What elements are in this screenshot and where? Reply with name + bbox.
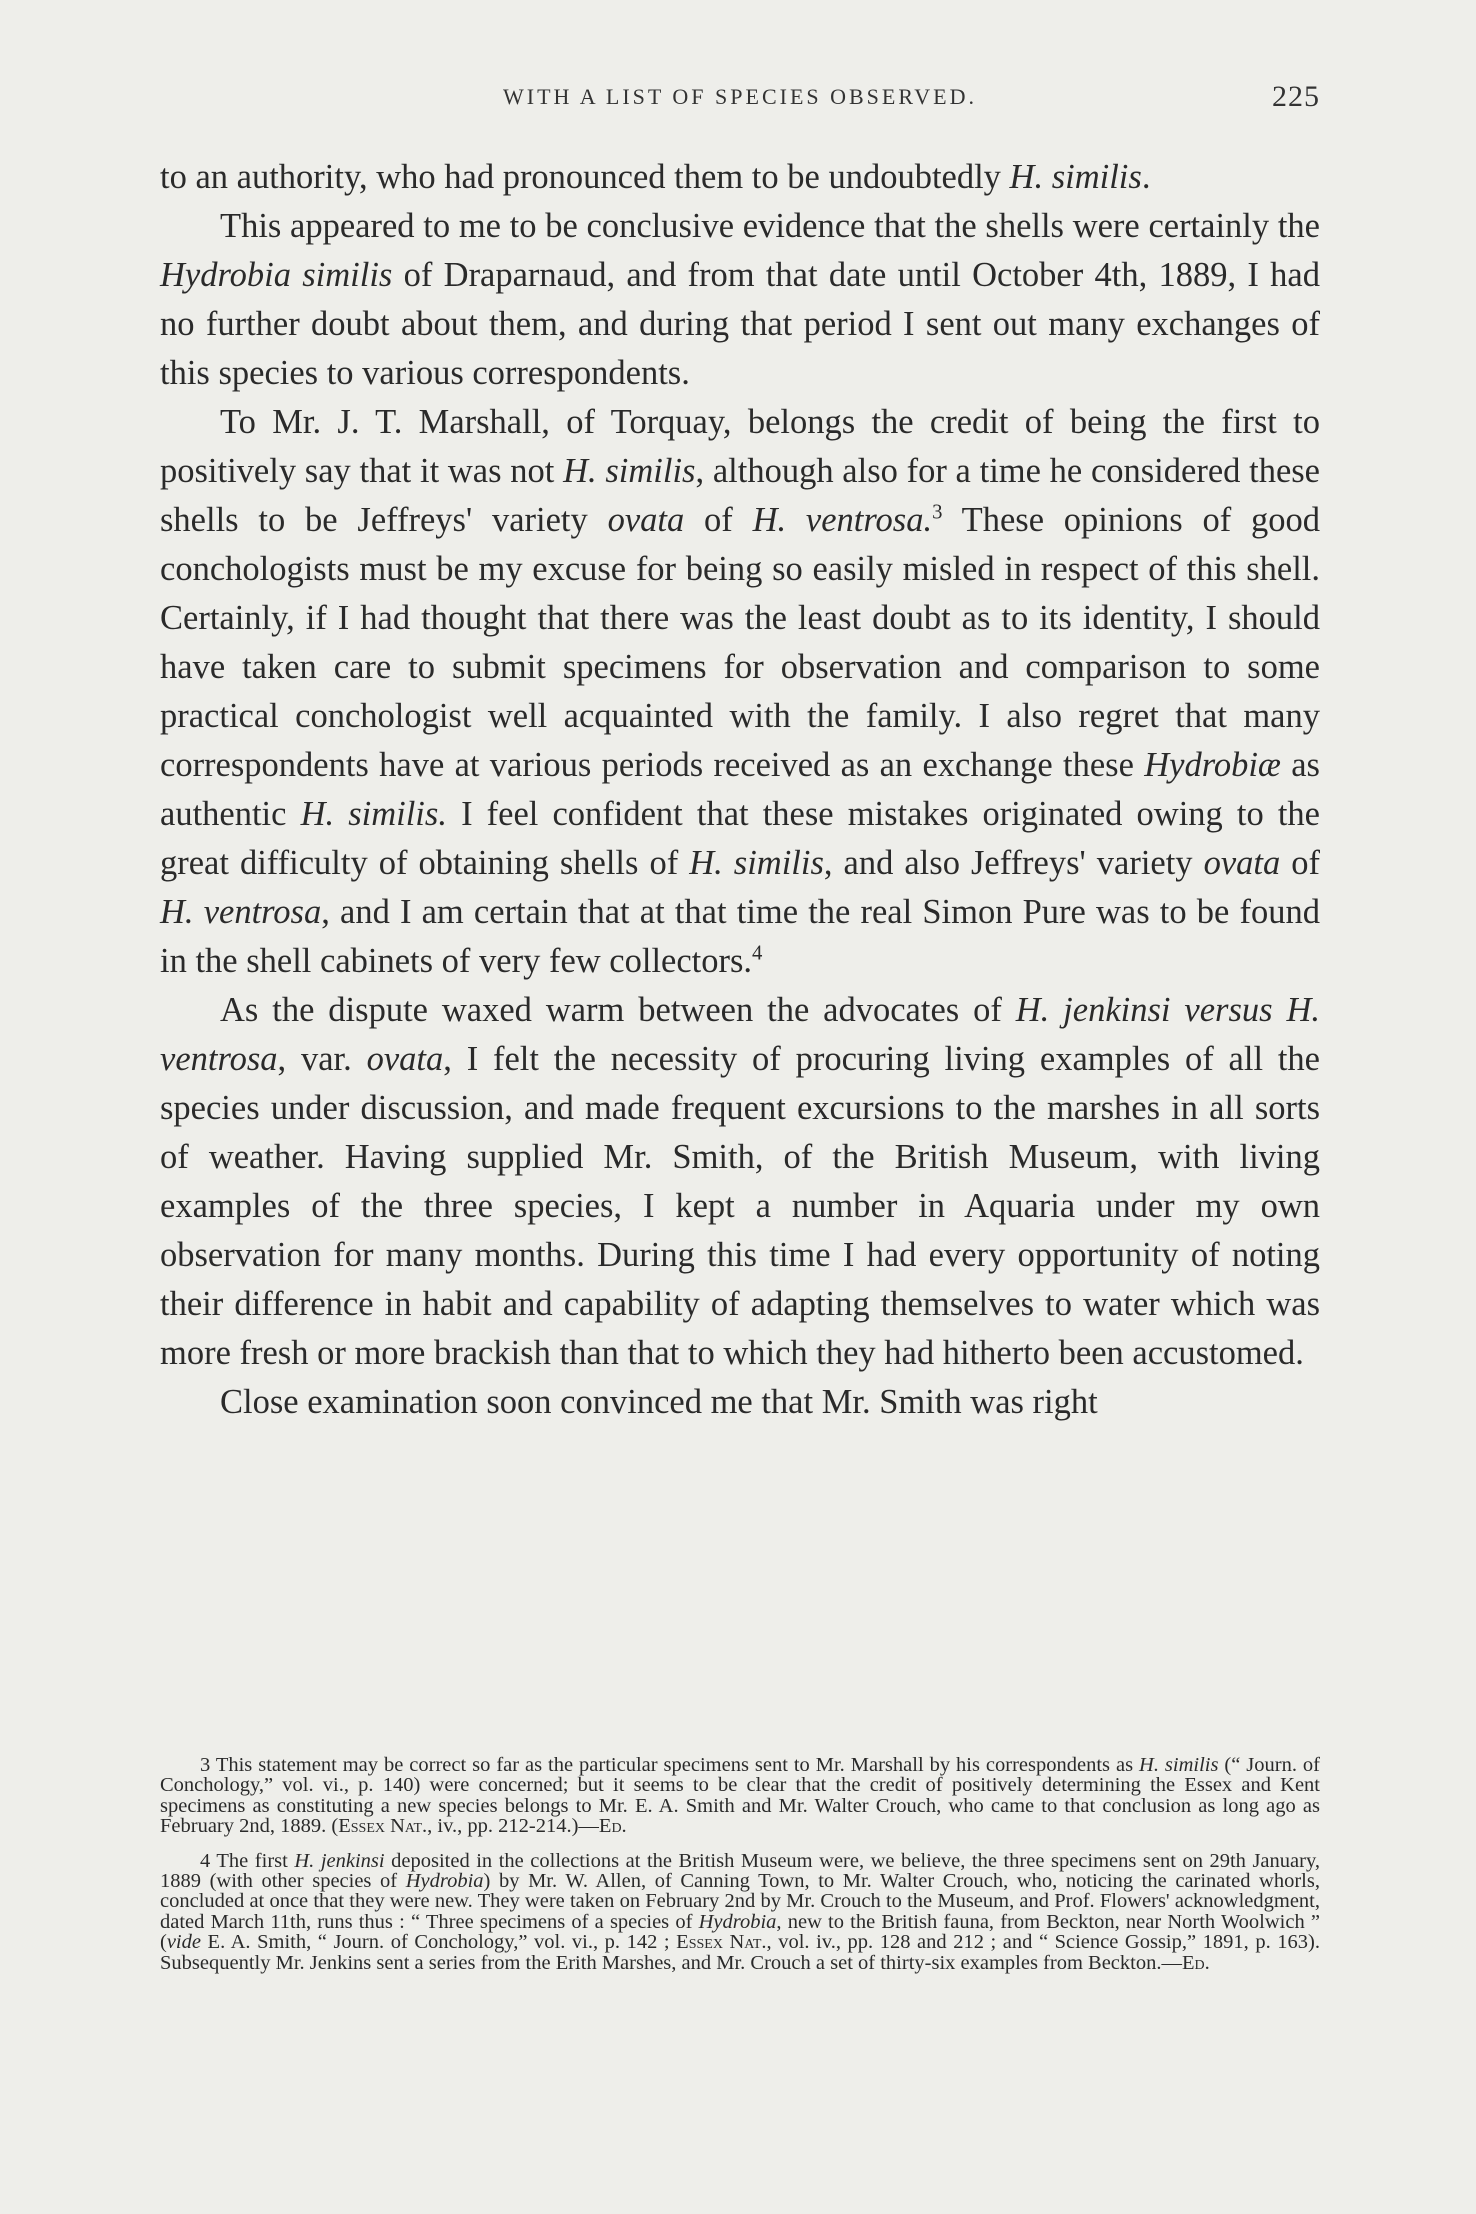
genus-name: Hydrobiæ bbox=[1144, 746, 1281, 784]
paragraph-2 bbox=[160, 202, 1320, 398]
page-header bbox=[160, 80, 1320, 124]
paragraph-3 bbox=[160, 398, 1320, 986]
text-run: , iv., pp. 212-214.)— bbox=[427, 1815, 599, 1838]
text-run: of bbox=[684, 501, 753, 539]
paragraph-1 bbox=[160, 153, 1320, 202]
paragraph-4 bbox=[160, 986, 1320, 1378]
text-run: As the dispute waxed warm between the advocates of bbox=[220, 991, 1016, 1029]
genus-name: Hydrobia bbox=[698, 1910, 777, 1933]
variety-name: ovata bbox=[1203, 844, 1281, 882]
text-run: , and I am certain that at that time the real Simon Pure was to be found in the shell cabinets of very few collectors. bbox=[160, 893, 1320, 980]
variety-name: ovata bbox=[607, 501, 685, 539]
variety-name: ovata bbox=[366, 1040, 444, 1078]
page-number: 225 bbox=[1272, 80, 1320, 113]
genus-name: Hydrobia bbox=[405, 1870, 484, 1893]
species-name: H. ventrosa. bbox=[752, 501, 933, 539]
latin-vide: vide bbox=[166, 1931, 201, 1954]
text-run: of bbox=[1280, 844, 1320, 882]
text-run: To Mr. J. T. Marshall, of Torquay, belongs the credit of being the first to positively say that it was not bbox=[160, 403, 1320, 490]
text-run: deposited in the collections at the British Museum were, we believe, the three specimens sent on 29th January, 1889 (with other species of bbox=[160, 1849, 1321, 1893]
text-run: I feel confident that these mistakes originated owing to the great difficulty of obtaining shells of bbox=[160, 795, 1320, 882]
body-text bbox=[160, 153, 1320, 1427]
footnotes bbox=[160, 1755, 1320, 1973]
journal-name: Essex Nat. bbox=[338, 1815, 428, 1838]
species-name: H. similis bbox=[689, 844, 824, 882]
paragraph-5: Close examination soon convinced me that Mr. Smith was right bbox=[220, 1383, 1098, 1421]
text-run: , new to the British fauna, from Beckton, near North Woolwich ” ( bbox=[160, 1910, 1321, 1954]
text-run: , although also for a time he considered these shells to be Jeffreys' variety bbox=[160, 452, 1320, 539]
footnote-4 bbox=[160, 1851, 1320, 1973]
species-name: H. similis bbox=[1139, 1754, 1219, 1776]
species-name: H. similis. bbox=[300, 795, 447, 833]
text-run: , var. bbox=[277, 1040, 367, 1078]
text-run: This appeared to me to be conclusive evidence that the shells were certainly the bbox=[220, 207, 1320, 245]
species-name: H. similis bbox=[563, 452, 696, 490]
text-run: 3 This statement may be correct so far as the particular specimens sent to Mr. Marshall by his correspondents as bbox=[200, 1754, 1140, 1776]
footnote-3 bbox=[160, 1755, 1320, 1837]
text-run: . bbox=[1141, 158, 1151, 196]
text-run: , I felt the necessity of procuring living examples of all the species under discussion, and made frequent excursions to the marshes in all sorts of weather. Having supplied Mr. Smith, of the British Museum, with living examples of the three species, I kept a number in Aquaria under my own observation for many months. During this time I had every opportunity of noting their difference in habit and capability of adapting themselves to water which was more fresh or more brackish than that to which they had hitherto been accustomed. bbox=[160, 1040, 1320, 1372]
text-run: These opinions of good conchologists must be my excuse for being so easily misled in respect of this shell. Certainly, if I had thought that there was the least doubt as to its identity, I should have taken care to submit specimens for observation and comparison to some practical conchologist well acquainted with the family. I also regret that many correspondents have at various periods received as an exchange these bbox=[160, 501, 1321, 784]
editor-mark: Ed. bbox=[598, 1815, 627, 1838]
text-run: to an authority, who had pronounced them to be undoubtedly bbox=[160, 158, 1010, 196]
text-run: of Draparnaud, and from that date until October 4th, 1889, I had no further doubt about them, and during that period I sent out many exchanges of this species to various correspondents. bbox=[160, 256, 1320, 392]
species-name: H. similis bbox=[1009, 158, 1142, 196]
journal-name: Essex Nat. bbox=[676, 1931, 767, 1954]
footnote-ref-4: 4 bbox=[752, 942, 763, 965]
text-run: (“ Journ. of Conchology,” vol. vi., p. 140) were concerned; but it seems to be clear that the credit of positively determining the Essex and Kent specimens as constituting a new species belongs to Mr. E. A. Smith and Mr. Walter Crouch, who came to that conclusion as long ago as February 2nd, 1889. ( bbox=[160, 1754, 1320, 1838]
species-name: H. jenkinsi versus H. ventrosa bbox=[160, 991, 1320, 1078]
text-run: , vol. iv., pp. 128 and 212 ; and “ Science Gossip,” 1891, p. 163). Subsequently Mr. Jenkins sent a series from the Erith Marshes, and Mr. Crouch a set of thirty-six examples from Beckton.— bbox=[160, 1931, 1320, 1974]
species-name: H. jenkinsi bbox=[294, 1849, 385, 1872]
species-name: H. ventrosa bbox=[160, 893, 322, 931]
text-run: as authentic bbox=[160, 746, 1320, 833]
footnote-ref-3: 3 bbox=[932, 501, 943, 524]
text-run: , and also Jeffreys' variety bbox=[823, 844, 1204, 882]
text-run: ) by Mr. W. Allen, of Canning Town, to Mr. Walter Crouch, who, noticing the carinated whorls, concluded at once that they were new. They were taken on February 2nd by Mr. Crouch to the Museum, and Prof. Flowers' acknowledgment, dated March 11th, runs thus : “ Three specimens of a species of bbox=[160, 1870, 1320, 1933]
running-head: WITH A LIST OF SPECIES OBSERVED. bbox=[503, 84, 977, 109]
text-run: E. A. Smith, “ Journ. of Conchology,” vol. vi., p. 142 ; bbox=[200, 1931, 677, 1954]
species-name: Hydrobia similis bbox=[160, 256, 393, 294]
text-run: 4 The first bbox=[200, 1849, 295, 1872]
editor-mark: Ed. bbox=[1181, 1951, 1210, 1974]
